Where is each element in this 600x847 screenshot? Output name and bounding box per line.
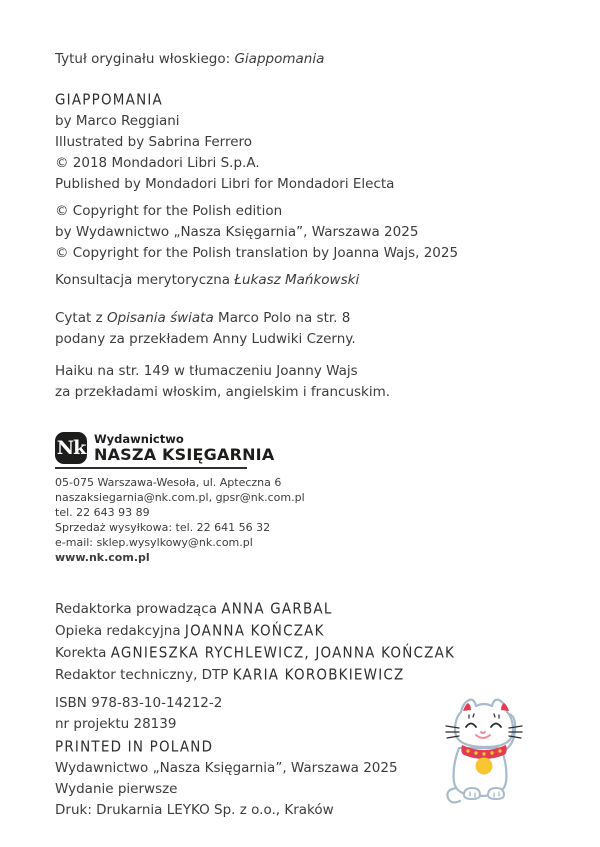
- credit-role: Korekta: [55, 645, 111, 661]
- project-number-line: nr projektu 28139: [55, 716, 177, 732]
- printing-edition-line: Wydanie pierwsze: [55, 781, 178, 797]
- credit-name: KARIA KOROBKIEWICZ: [232, 666, 405, 684]
- publisher-address-block: [55, 475, 305, 520]
- publisher-logo-icon: Nk: [55, 432, 87, 464]
- original-title-prefix: Tytuł oryginału włoskiego:: [55, 51, 235, 67]
- publisher-name-top: Wydawnictwo: [94, 432, 184, 446]
- credit-role: Redaktorka prowadząca: [55, 601, 222, 617]
- original-edition-illustrator: Illustrated by Sabrina Ferrero: [55, 134, 253, 150]
- printing-block: [55, 737, 398, 821]
- publisher-name-bottom: NASZA KSIĘGARNIA: [94, 445, 275, 464]
- original-edition-title: GIAPPOMANIA: [55, 90, 163, 109]
- credit-name: JOANNA KOŃCZAK: [184, 622, 325, 640]
- printing-publisher-line: Wydawnictwo „Nasza Księgarnia”, Warszawa 2025: [55, 760, 398, 776]
- credit-row: [55, 664, 455, 686]
- original-edition-publisher: Published by Mondadori Libri for Mondadori Electa: [55, 176, 395, 192]
- original-title-italic: Giappomania: [234, 51, 325, 67]
- original-title-line: [55, 49, 324, 70]
- maneki-neko-cat-illustration: [438, 690, 530, 810]
- polish-copyright-line1: © Copyright for the Polish edition: [55, 203, 283, 219]
- haiku-note-line1: Haiku na str. 149 w tłumaczeniu Joanny Wajs: [55, 363, 358, 379]
- publisher-address-line3: tel. 22 643 93 89: [55, 506, 150, 519]
- publisher-logo: [55, 432, 274, 464]
- isbn-line: ISBN 978-83-10-14212-2: [55, 695, 223, 711]
- original-edition-copyright: © 2018 Mondadori Libri S.p.A.: [55, 155, 260, 171]
- quote-note-line2: podany za przekładem Anny Ludwiki Czerny.: [55, 331, 356, 347]
- credit-row: [55, 620, 455, 642]
- quote-note-post: Marco Polo na str. 8: [213, 310, 351, 326]
- credit-name: ANNA GARBAL: [221, 600, 333, 618]
- original-edition-block: [55, 90, 394, 195]
- consultation-prefix: Konsultacja merytoryczna: [55, 272, 235, 288]
- identifiers-block: [55, 693, 222, 735]
- credit-role: Redaktor techniczny, DTP: [55, 667, 233, 683]
- consultation-line: [55, 270, 359, 291]
- mail-order-line1: Sprzedaż wysyłkowa: tel. 22 641 56 32: [55, 521, 271, 534]
- credit-name: AGNIESZKA RYCHLEWICZ, JOANNA KOŃCZAK: [110, 644, 456, 662]
- mail-order-block: [55, 520, 270, 565]
- publisher-address-line1: 05-075 Warszawa-Wesoła, ul. Apteczna 6: [55, 476, 282, 489]
- quote-note-block: [55, 308, 356, 350]
- publisher-website: www.nk.com.pl: [55, 551, 150, 564]
- publisher-address-line2: naszaksiegarnia@nk.com.pl, gpsr@nk.com.pl: [55, 491, 305, 504]
- credit-role: Opieka redakcyjna: [55, 623, 185, 639]
- credit-row: [55, 642, 455, 664]
- printed-in-line: PRINTED IN POLAND: [55, 737, 214, 756]
- mail-order-line2: e-mail: sklep.wysylkowy@nk.com.pl: [55, 536, 253, 549]
- quote-note-pre: Cytat z: [55, 310, 107, 326]
- credits-block: [55, 598, 455, 686]
- polish-copyright-line3: © Copyright for the Polish translation by Joanna Wajs, 2025: [55, 245, 459, 261]
- polish-copyright-line2: by Wydawnictwo „Nasza Księgarnia”, Warszawa 2025: [55, 224, 419, 240]
- quote-note-work-title: Opisania świata: [106, 310, 214, 326]
- printing-printer-line: Druk: Drukarnia LEYKO Sp. z o.o., Kraków: [55, 802, 334, 818]
- consultation-name: Łukasz Mańkowski: [234, 272, 360, 288]
- logo-divider: [55, 467, 247, 469]
- original-edition-author: by Marco Reggiani: [55, 113, 180, 129]
- polish-copyright-block: [55, 201, 458, 264]
- credit-row: [55, 598, 455, 620]
- haiku-note-block: [55, 361, 390, 403]
- haiku-note-line2: za przekładami włoskim, angielskim i francuskim.: [55, 384, 391, 400]
